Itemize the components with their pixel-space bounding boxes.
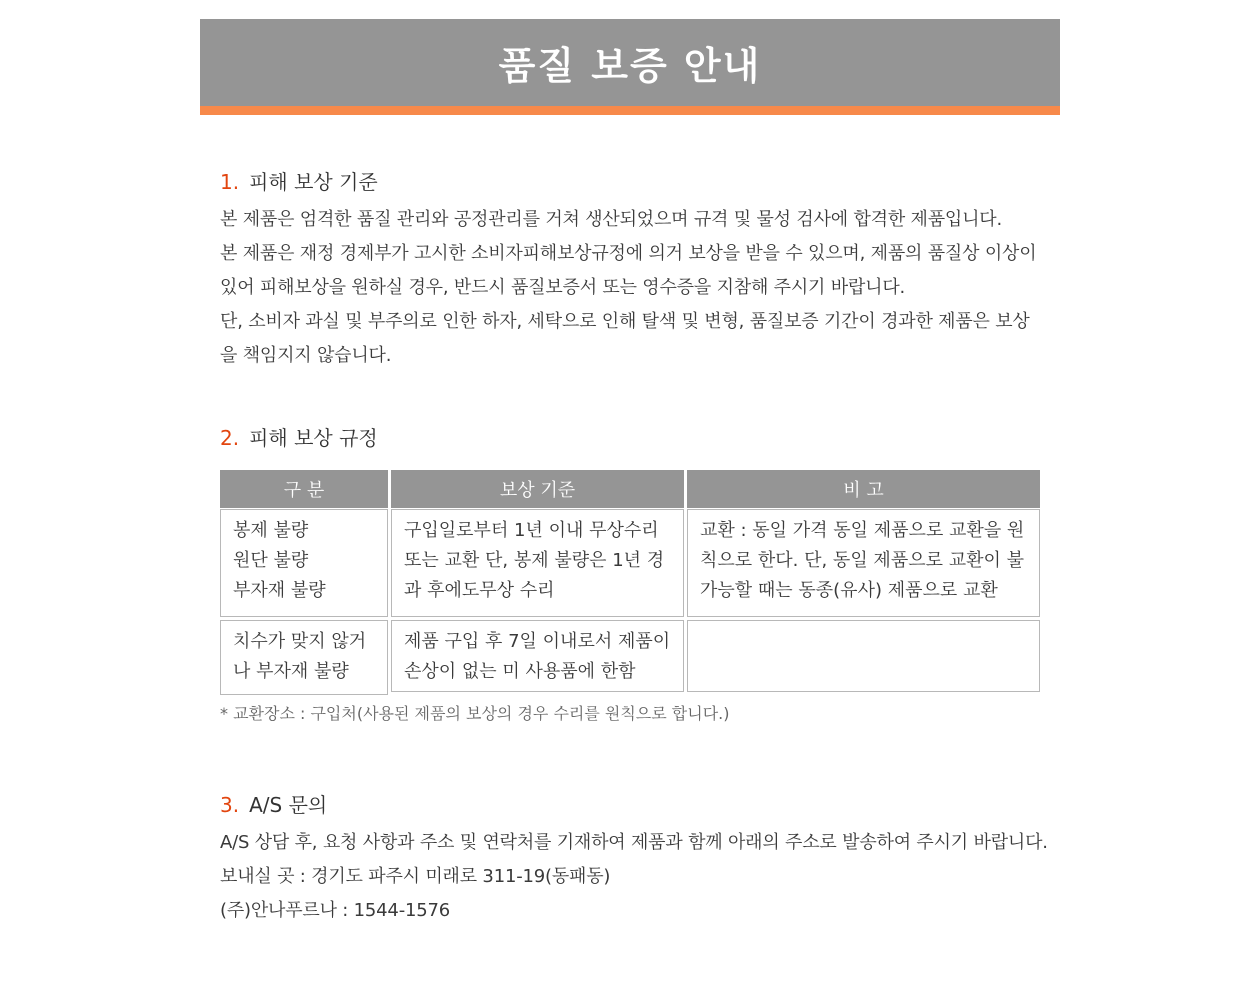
cell-line: 가능할 때는 동종(유사) 제품으로 교환: [700, 580, 998, 601]
section-1-number: 1.: [220, 170, 240, 194]
table-cell-remarks: [687, 509, 1040, 617]
section-1-heading: [220, 166, 378, 195]
cell-line: 교환 : 동일 가격 동일 제품으로 교환을 원: [700, 520, 1025, 541]
section-1-line: 을 책임지지 않습니다.: [220, 345, 392, 366]
cell-line: 칙으로 한다. 단, 동일 제품으로 교환이 불: [700, 550, 1024, 571]
table-cell-category: [220, 509, 388, 617]
cell-line: 구입일로부터 1년 이내 무상수리: [404, 520, 659, 541]
section-2-number: 2.: [220, 426, 240, 450]
section-1-title: 피해 보상 기준: [249, 170, 378, 194]
section-2-heading: [220, 422, 378, 451]
section-1-line: 본 제품은 엄격한 품질 관리와 공정관리를 거쳐 생산되었으며 규격 및 물성 검사에 합격한 제품입니다.: [220, 209, 1003, 230]
shipping-address: 보내실 곳 : 경기도 파주시 미래로 311-19(동패동): [220, 866, 611, 887]
exchange-location-note: * 교환장소 : 구입처(사용된 제품의 보상의 경우 수리를 원칙으로 합니다.): [220, 704, 730, 723]
cell-line: 봉제 불량: [233, 520, 309, 541]
cell-line: 손상이 없는 미 사용품에 한함: [404, 661, 636, 682]
table-header-category: 구 분: [220, 470, 388, 508]
table-cell-criteria: [391, 509, 684, 617]
section-1-line: 있어 피해보상을 원하실 경우, 반드시 품질보증서 또는 영수증을 지참해 주시기 바랍니다.: [220, 277, 906, 298]
section-3-title: A/S 문의: [249, 793, 328, 817]
cell-line: 나 부자재 불량: [233, 661, 349, 682]
cell-line: 또는 교환 단, 봉제 불량은 1년 경: [404, 550, 665, 571]
section-3-body: [220, 826, 1050, 928]
section-3-number: 3.: [220, 793, 240, 817]
cell-line: 부자재 불량: [233, 580, 326, 601]
section-1-line: 본 제품은 재정 경제부가 고시한 소비자피해보상규정에 의거 보상을 받을 수 있으며, 제품의 품질상 이상이: [220, 243, 1037, 264]
page-title: 품질 보증 안내: [498, 44, 762, 88]
as-instructions: A/S 상담 후, 요청 사항과 주소 및 연락처를 기재하여 제품과 함께 아래의 주소로 발송하여 주시기 바랍니다.: [220, 832, 1048, 853]
section-1-line: 단, 소비자 과실 및 부주의로 인한 하자, 세탁으로 인해 탈색 및 변형, 품질보증 기간이 경과한 제품은 보상: [220, 311, 1030, 332]
cell-line: 제품 구입 후 7일 이내로서 제품이: [404, 631, 671, 652]
table-header-remarks: 비 고: [687, 470, 1040, 508]
contact-phone: (주)안나푸르나 : 1544-1576: [220, 900, 450, 921]
title-banner: [200, 19, 1060, 115]
section-1-body: [220, 203, 1050, 373]
section-3-heading: [220, 789, 327, 818]
cell-line: 과 후에도무상 수리: [404, 580, 555, 601]
cell-line: 치수가 맞지 않거: [233, 631, 367, 652]
section-2-title: 피해 보상 규정: [249, 426, 378, 450]
cell-line: 원단 불량: [233, 550, 309, 571]
table-cell-criteria: [391, 620, 684, 692]
table-cell-category: [220, 620, 388, 695]
table-header-criteria: 보상 기준: [391, 470, 684, 508]
table-cell-remarks-empty: [687, 620, 1040, 692]
